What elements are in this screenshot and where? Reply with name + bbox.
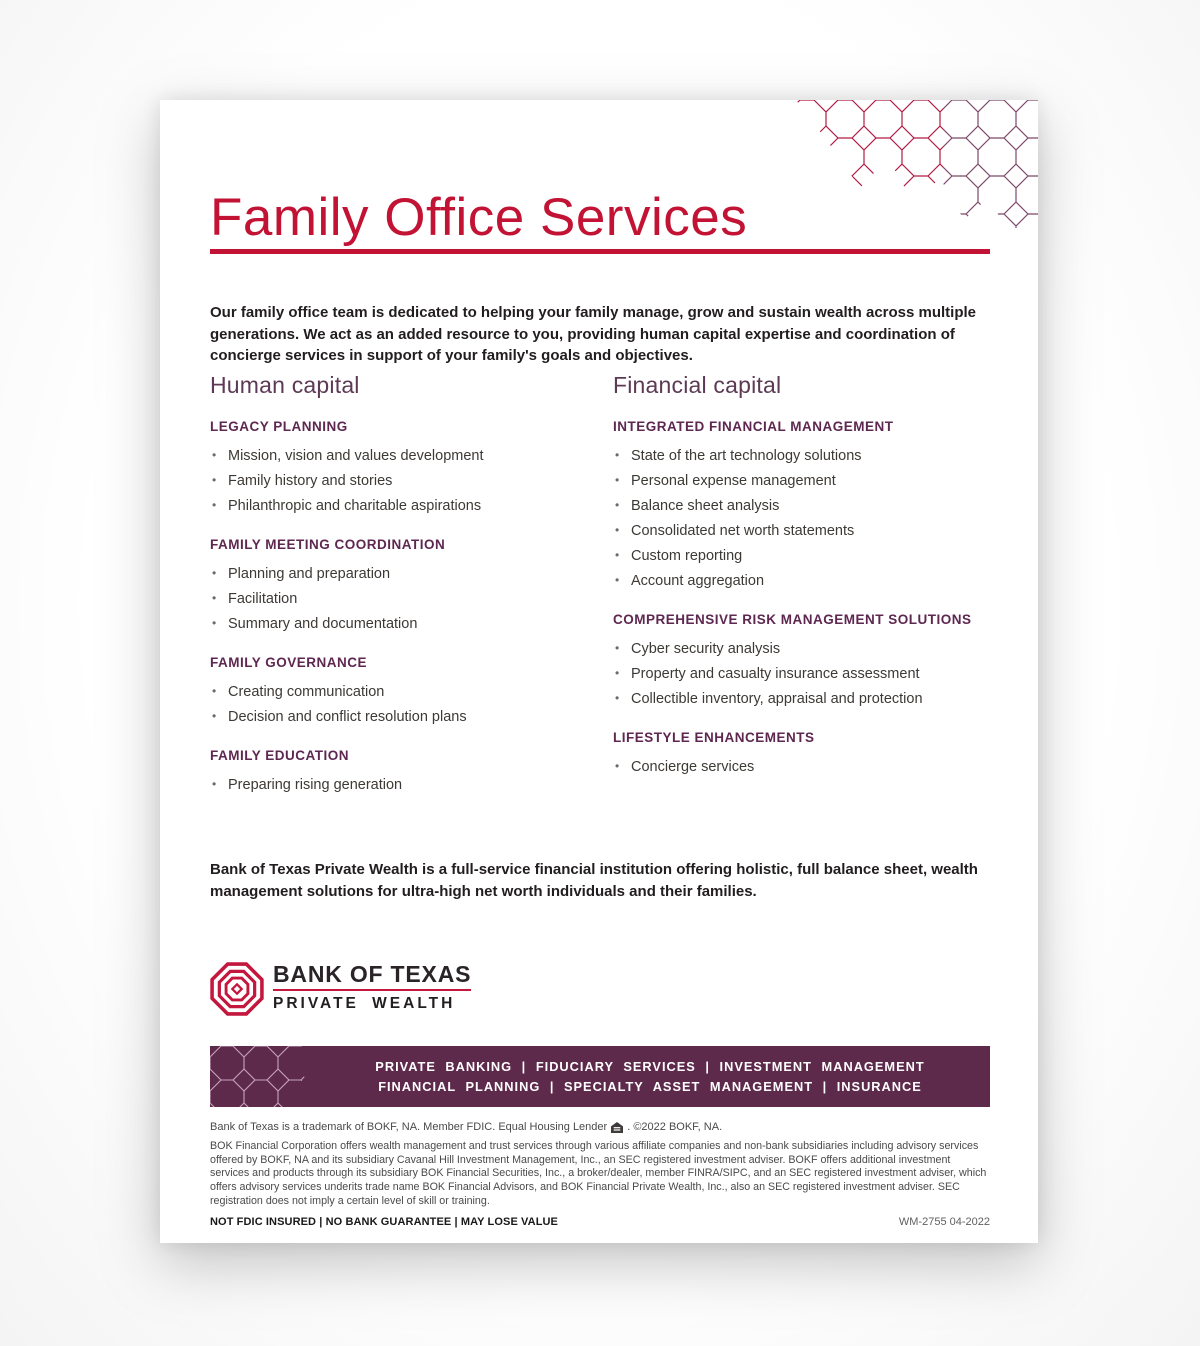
bullet-item: • State of the art technology solutions: [613, 443, 990, 468]
service-section: [613, 419, 990, 593]
logo-bank-name: BANK OF TEXAS: [273, 962, 471, 991]
geometric-lattice-pattern: [210, 1046, 320, 1107]
bullet-item: • Custom reporting: [613, 543, 990, 568]
geometric-lattice-pattern: [788, 100, 1038, 230]
intro-paragraph: Our family office team is dedicated to helping your family manage, grow and sustain wealth across multiple generations. We act as an added resource to you, providing human capital expertise and coordination of concierge services in support of your family's goals and objectives.: [210, 304, 977, 364]
bullet-item: • Summary and documentation: [210, 611, 600, 636]
bullet-item: • Planning and preparation: [210, 561, 600, 586]
bullet-item: • Philanthropic and charitable aspirations: [210, 493, 600, 518]
service-section: [613, 612, 990, 711]
bullet-item: • Property and casualty insurance assessment: [613, 661, 990, 686]
document-code: WM-2755 04-2022: [898, 1215, 990, 1228]
service-section: [210, 655, 600, 729]
bullet-list: [613, 636, 990, 711]
column-financial-capital: [613, 370, 990, 797]
fdic-warning: NOT FDIC INSURED | NO BANK GUARANTEE | MAY LOSE VALUE: [210, 1215, 558, 1228]
section-title: FAMILY EDUCATION: [210, 748, 350, 763]
logo-division-name: PRIVATE WEALTH: [273, 995, 456, 1012]
bullet-list: [210, 772, 600, 797]
column-heading: Financial capital: [613, 372, 782, 398]
bullet-item: • Family history and stories: [210, 468, 600, 493]
section-title: FAMILY MEETING COORDINATION: [210, 537, 446, 552]
section-list: [613, 419, 990, 779]
column-heading: Human capital: [210, 372, 360, 398]
bullet-item: • Balance sheet analysis: [613, 493, 990, 518]
service-section: [210, 748, 600, 797]
flyer-page: [160, 100, 1038, 1243]
bullet-item: • Personal expense management: [613, 468, 990, 493]
bullet-item: • Creating communication: [210, 679, 600, 704]
section-list: [210, 419, 600, 797]
bullet-list: [210, 443, 600, 518]
bullet-item: • Concierge services: [613, 754, 990, 779]
page-title: Family Office Services: [210, 187, 748, 247]
bullet-list: [210, 561, 600, 636]
section-title: LEGACY PLANNING: [210, 419, 348, 434]
services-footer-bar: [210, 1046, 990, 1107]
bullet-list: [210, 679, 600, 729]
institution-statement: Bank of Texas Private Wealth is a full-service financial institution offering holistic, full balance sheet, wealth management solutions for ultra-high net worth individuals and their families.: [210, 861, 978, 900]
bullet-item: • Facilitation: [210, 586, 600, 611]
bullet-list: [613, 754, 990, 779]
services-line-1: PRIVATE BANKING | FIDUCIARY SERVICES | INVESTMENT MANAGEMENT: [375, 1058, 925, 1074]
bullet-item: • Mission, vision and values development: [210, 443, 600, 468]
section-title: FAMILY GOVERNANCE: [210, 655, 368, 670]
services-line-2: FINANCIAL PLANNING | SPECIALTY ASSET MANAGEMENT | INSURANCE: [378, 1078, 922, 1094]
bullet-item: • Cyber security analysis: [613, 636, 990, 661]
bullet-item: • Account aggregation: [613, 568, 990, 593]
service-section: [210, 419, 600, 518]
bullet-item: • Collectible inventory, appraisal and protection: [613, 686, 990, 711]
bullet-item: • Preparing rising generation: [210, 772, 600, 797]
bullet-item: • Decision and conflict resolution plans: [210, 704, 600, 729]
disclosure-paragraph: BOK Financial Corporation offers wealth management and trust services through various affiliate companies and non-bank subsidiaries including advisory services offered by BOKF, NA and its subsidiary Cavanal Hill Investment Management, Inc., an SEC registered investment adviser. BOKF offers additional investment services and products through its subsidiary BOK Financial Securities, Inc., a broker/dealer, member FINRA/SIPC, and an SEC registered investment adviser, which offers advisory services underits trade name BOK Financial Advisors, and BOK Financial Private Wealth, Inc., also an SEC registered investment adviser. SEC registration does not imply a certain level of skill or training.: [210, 1140, 987, 1207]
column-human-capital: [210, 370, 600, 797]
legal-bottom-row: [210, 1216, 990, 1228]
bullet-list: [613, 443, 990, 593]
bullet-item: • Consolidated net worth statements: [613, 518, 990, 543]
services-bar-text: [310, 1046, 990, 1107]
octagon-logo-icon: [210, 962, 264, 1016]
trademark-text-pre: Bank of Texas is a trademark of BOKF, NA. Member FDIC. Equal Housing Lender: [210, 1121, 608, 1133]
legal-fine-print: [210, 1120, 990, 1228]
title-divider-rule: [210, 249, 990, 254]
section-title: COMPREHENSIVE RISK MANAGEMENT SOLUTIONS: [613, 612, 972, 627]
bank-of-texas-logo: [210, 962, 471, 1016]
section-title: LIFESTYLE ENHANCEMENTS: [613, 730, 815, 745]
trademark-line: [210, 1120, 990, 1134]
service-section: [613, 730, 990, 779]
service-columns: [210, 370, 990, 797]
trademark-text-post: . ©2022 BOKF, NA.: [627, 1121, 723, 1133]
section-title: INTEGRATED FINANCIAL MANAGEMENT: [613, 419, 894, 434]
equal-housing-lender-icon: [611, 1122, 623, 1133]
logo-wordmark: [273, 962, 471, 1013]
service-section: [210, 537, 600, 636]
